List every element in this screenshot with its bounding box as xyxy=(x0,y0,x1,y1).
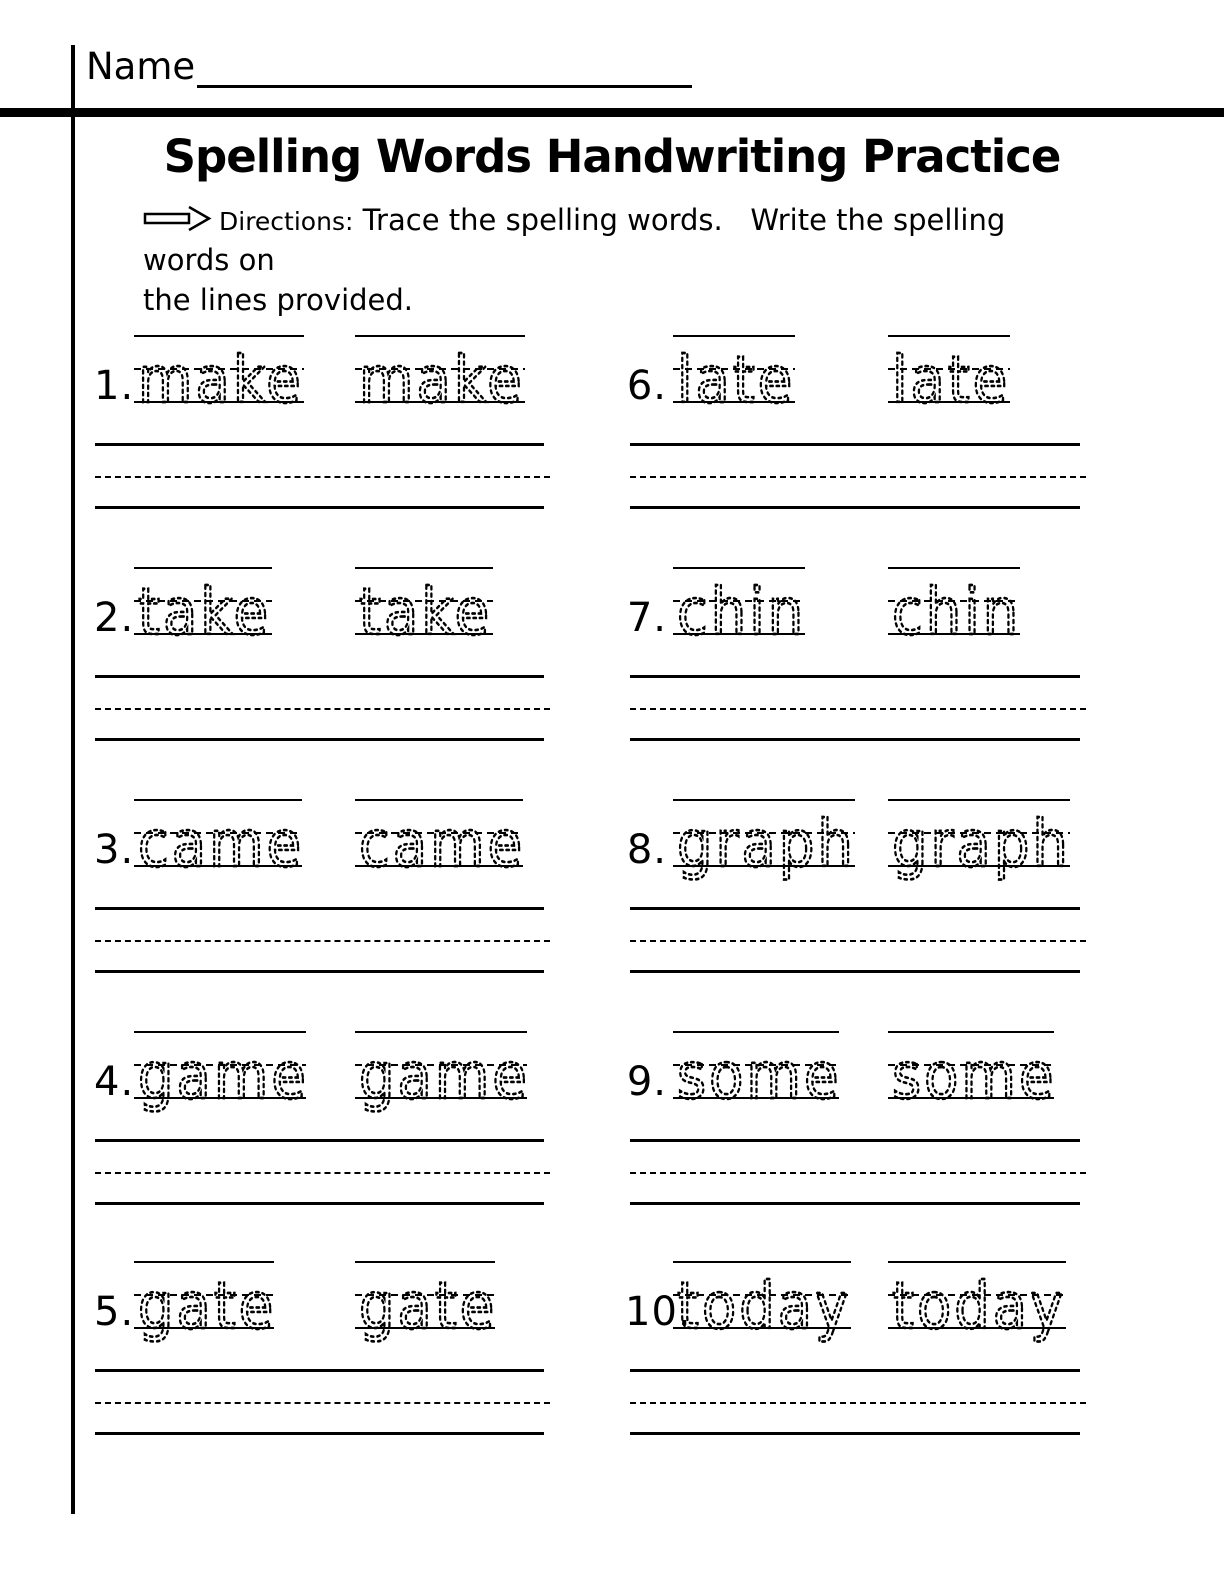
writing-line-top xyxy=(630,675,1080,678)
trace-word xyxy=(134,565,272,653)
trace-text: gate xyxy=(138,1269,277,1345)
trace-text: gate xyxy=(359,1269,498,1345)
spelling-item xyxy=(92,565,547,745)
writing-lines xyxy=(630,675,1080,741)
trace-text: make xyxy=(138,343,304,419)
item-number: 10. xyxy=(625,1289,692,1335)
trace-text: game xyxy=(138,1039,309,1115)
left-margin-line xyxy=(71,45,75,1514)
writing-lines xyxy=(95,443,544,509)
trace-word xyxy=(134,1029,309,1117)
trace-text: chin xyxy=(892,575,1022,651)
writing-line-top xyxy=(95,675,544,678)
writing-line-middle xyxy=(630,1172,1086,1174)
writing-lines xyxy=(95,907,544,973)
trace-word xyxy=(355,1029,530,1117)
writing-line-middle xyxy=(630,940,1086,942)
trace-word xyxy=(134,1259,277,1347)
writing-line-bottom xyxy=(630,738,1080,741)
trace-text: today xyxy=(677,1269,852,1345)
trace-text: chin xyxy=(677,575,807,651)
trace-word xyxy=(673,1029,842,1117)
trace-word xyxy=(888,565,1020,653)
writing-line-bottom xyxy=(630,1202,1080,1205)
writing-line-middle xyxy=(95,708,550,710)
writing-line-bottom xyxy=(95,506,544,509)
spelling-item xyxy=(625,333,1080,513)
trace-word xyxy=(355,797,526,885)
writing-line-bottom xyxy=(95,738,544,741)
name-blank-line xyxy=(197,44,692,88)
writing-line-bottom xyxy=(630,1432,1080,1435)
spelling-item xyxy=(92,333,547,513)
trace-word xyxy=(673,1259,851,1347)
trace-text: take xyxy=(359,575,493,651)
writing-line-top xyxy=(630,1139,1080,1142)
trace-word xyxy=(888,1029,1057,1117)
trace-text: graph xyxy=(892,807,1071,883)
spelling-item xyxy=(92,1029,547,1209)
writing-line-middle xyxy=(630,708,1086,710)
trace-word xyxy=(673,565,805,653)
writing-lines xyxy=(95,675,544,741)
writing-line-top xyxy=(630,907,1080,910)
writing-line-top xyxy=(95,907,544,910)
trace-text: some xyxy=(892,1039,1057,1115)
item-number: 6. xyxy=(626,363,667,409)
writing-line-bottom xyxy=(95,1432,544,1435)
spelling-item xyxy=(625,797,1080,977)
directions-text-line1: Trace the spelling words. Write the spelling words on xyxy=(143,203,1015,278)
name-label: Name xyxy=(86,45,196,89)
spelling-item xyxy=(625,565,1080,745)
writing-lines xyxy=(95,1369,544,1435)
writing-lines xyxy=(630,443,1080,509)
item-number: 1. xyxy=(94,363,135,409)
writing-lines xyxy=(95,1139,544,1205)
item-number: 4. xyxy=(94,1059,135,1105)
item-number: 5. xyxy=(94,1289,135,1335)
writing-line-bottom xyxy=(95,1202,544,1205)
writing-line-middle xyxy=(630,476,1086,478)
writing-line-middle xyxy=(95,1172,550,1174)
trace-word xyxy=(673,333,795,421)
writing-line-top xyxy=(630,443,1080,446)
directions-text-line2: the lines provided. xyxy=(143,283,414,318)
trace-word xyxy=(888,333,1010,421)
trace-text: came xyxy=(138,807,305,883)
trace-text: late xyxy=(677,343,796,419)
spelling-item xyxy=(92,1259,547,1439)
item-number: 2. xyxy=(94,595,135,641)
directions-label: Directions: xyxy=(219,207,354,236)
writing-line-top xyxy=(95,1139,544,1142)
trace-word xyxy=(673,797,855,885)
writing-line-middle xyxy=(95,1402,550,1404)
writing-line-bottom xyxy=(95,970,544,973)
item-number: 7. xyxy=(626,595,667,641)
trace-text: some xyxy=(677,1039,842,1115)
directions-arrow-icon xyxy=(143,205,213,232)
trace-text: make xyxy=(359,343,525,419)
trace-word xyxy=(888,797,1070,885)
item-number: 9. xyxy=(626,1059,667,1105)
trace-text: take xyxy=(138,575,272,651)
trace-word xyxy=(134,333,304,421)
name-row xyxy=(86,44,692,88)
trace-text: today xyxy=(892,1269,1067,1345)
trace-word xyxy=(355,1259,498,1347)
trace-word xyxy=(134,797,305,885)
trace-word xyxy=(355,333,525,421)
writing-line-bottom xyxy=(630,506,1080,509)
directions xyxy=(143,200,1083,320)
writing-line-top xyxy=(95,443,544,446)
item-number: 8. xyxy=(626,827,667,873)
writing-line-bottom xyxy=(630,970,1080,973)
writing-lines xyxy=(630,907,1080,973)
spelling-item xyxy=(625,1029,1080,1209)
writing-line-top xyxy=(95,1369,544,1372)
trace-text: graph xyxy=(677,807,856,883)
writing-line-middle xyxy=(95,940,550,942)
writing-line-middle xyxy=(630,1402,1086,1404)
item-number: 3. xyxy=(94,827,135,873)
writing-lines xyxy=(630,1369,1080,1435)
page-title: Spelling Words Handwriting Practice xyxy=(163,130,1061,183)
trace-text: game xyxy=(359,1039,530,1115)
trace-word xyxy=(355,565,493,653)
writing-line-middle xyxy=(95,476,550,478)
trace-word xyxy=(888,1259,1066,1347)
trace-text: came xyxy=(359,807,526,883)
header-divider-line xyxy=(0,108,1224,117)
writing-line-top xyxy=(630,1369,1080,1372)
writing-lines xyxy=(630,1139,1080,1205)
spelling-item xyxy=(92,797,547,977)
spelling-item xyxy=(625,1259,1080,1439)
trace-text: late xyxy=(892,343,1011,419)
